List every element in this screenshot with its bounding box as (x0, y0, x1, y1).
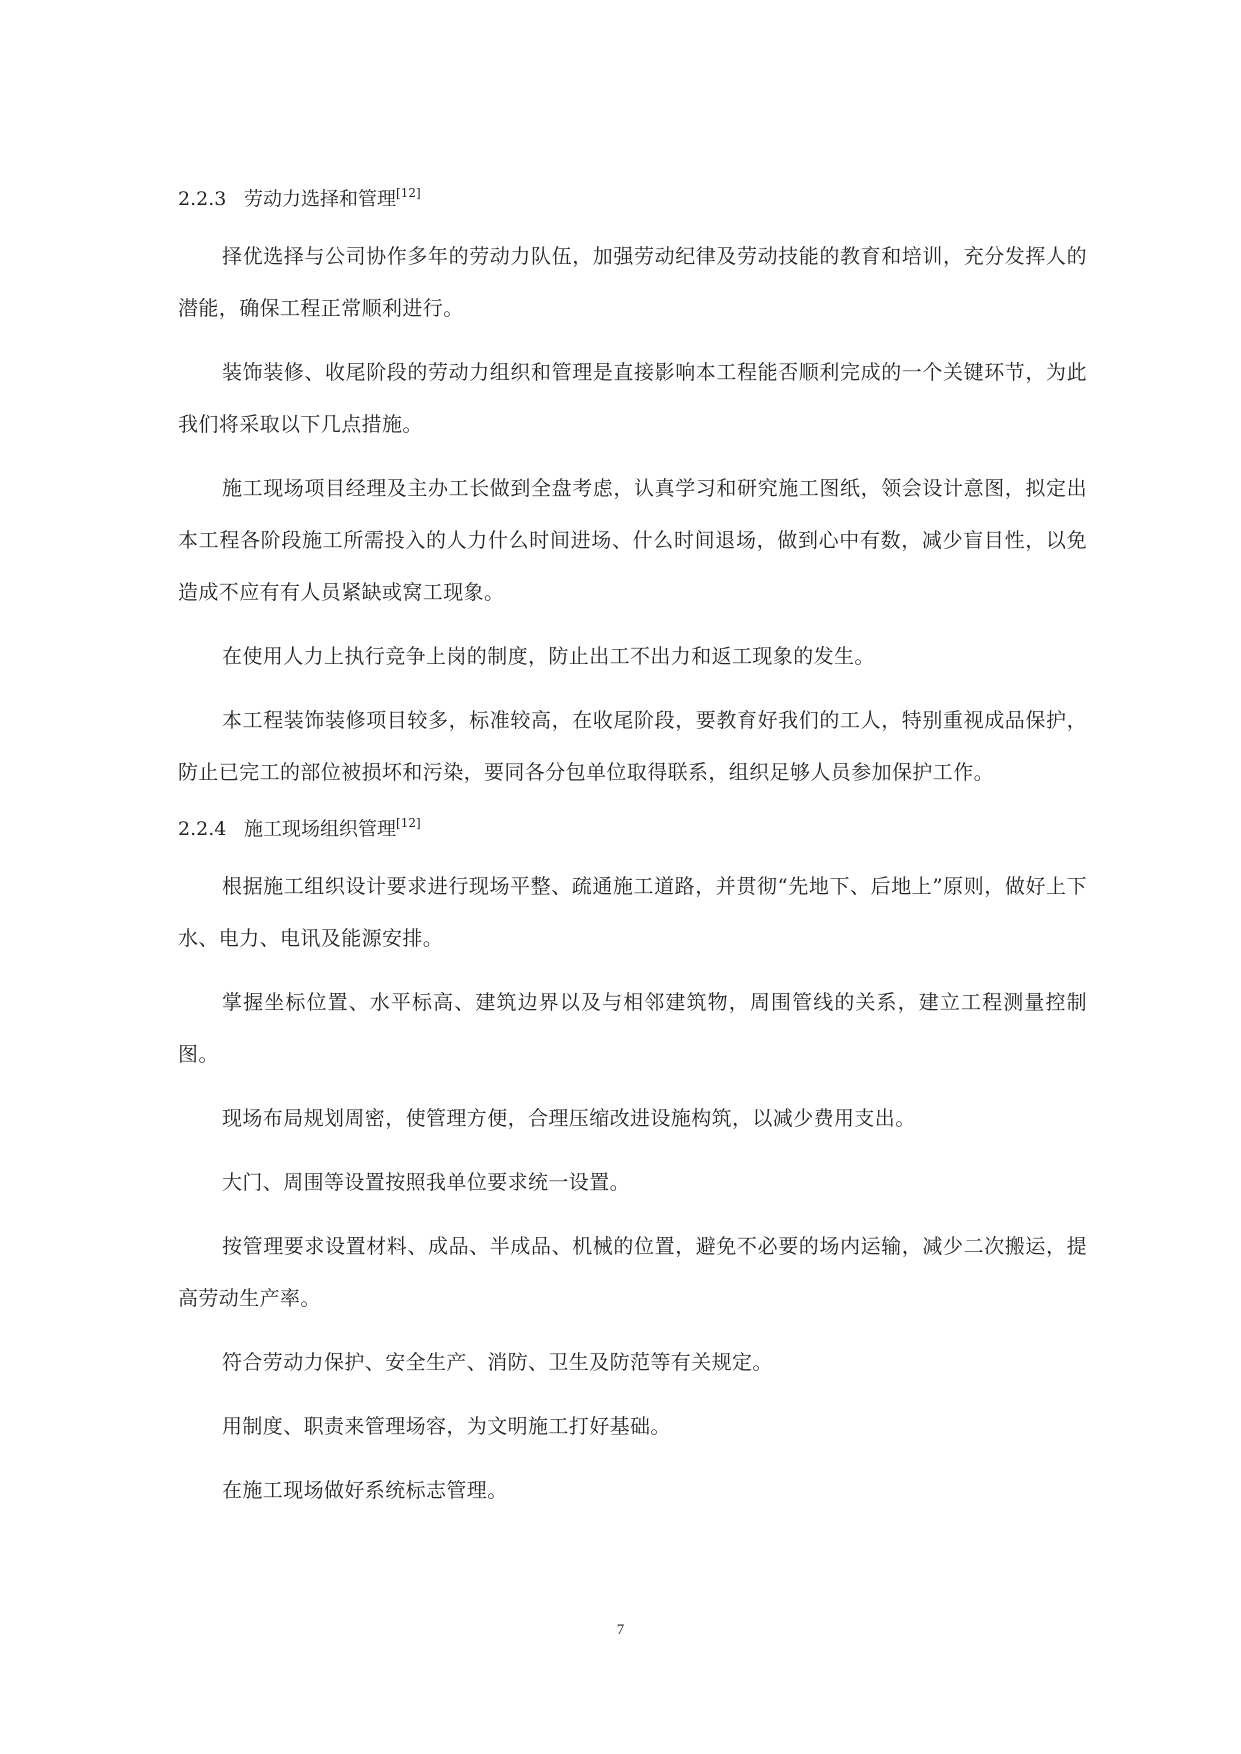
section-number: 2.2.4 (178, 818, 227, 840)
section-title: 施工现场组织管理 (244, 818, 397, 840)
paragraph: 本工程装饰装修项目较多，标准较高，在收尾阶段，要教育好我们的工人，特别重视成品保护，防止已完工的部位被损坏和污染，要同各分包单位取得联系，组织足够人员参加保护工作。 (178, 708, 1087, 784)
paragraph: 择优选择与公司协作多年的劳动力队伍，加强劳动纪律及劳动技能的教育和培训，充分发挥人的潜能，确保工程正常顺利进行。 (178, 244, 1087, 320)
paragraph: 在使用人力上执行竞争上岗的制度，防止出工不出力和返工现象的发生。 (222, 644, 875, 668)
paragraph: 按管理要求设置材料、成品、半成品、机械的位置，避免不必要的场内运输，减少二次搬运，提高劳动生产率。 (178, 1234, 1087, 1310)
section-number: 2.2.3 (178, 188, 227, 210)
section-heading-2-2-4 (178, 810, 1087, 848)
paragraph: 现场布局规划周密，使管理方便，合理压缩改进设施构筑，以减少费用支出。 (222, 1106, 916, 1130)
section-title: 劳动力选择和管理 (244, 188, 397, 210)
paragraph: 符合劳动力保护、安全生产、消防、卫生及防范等有关规定。 (222, 1350, 773, 1374)
page-content (178, 180, 1087, 1516)
paragraph: 施工现场项目经理及主办工长做到全盘考虑，认真学习和研究施工图纸，领会设计意图，拟定出本工程各阶段施工所需投入的人力什么时间进场、什么时间退场，做到心中有数，减少盲目性，以免造成不应有有人员紧缺或窝工现象。 (178, 476, 1087, 604)
paragraph: 在施工现场做好系统标志管理。 (222, 1478, 508, 1502)
citation-ref: [12] (396, 186, 421, 200)
paragraph: 根据施工组织设计要求进行现场平整、疏通施工道路，并贯彻“先地下、后地上”原则，做好上下水、电力、电讯及能源安排。 (178, 874, 1087, 950)
paragraph: 装饰装修、收尾阶段的劳动力组织和管理是直接影响本工程能否顺利完成的一个关键环节，为此我们将采取以下几点措施。 (178, 360, 1087, 436)
section-heading-2-2-3 (178, 180, 1087, 218)
paragraph: 大门、周围等设置按照我单位要求统一设置。 (222, 1170, 630, 1194)
citation-ref: [12] (396, 816, 421, 830)
paragraph: 掌握坐标位置、水平标高、建筑边界以及与相邻建筑物，周围管线的关系，建立工程测量控制图。 (178, 990, 1087, 1066)
paragraph: 用制度、职责来管理场容，为文明施工打好基础。 (222, 1414, 671, 1438)
page-number: 7 (616, 1622, 625, 1638)
